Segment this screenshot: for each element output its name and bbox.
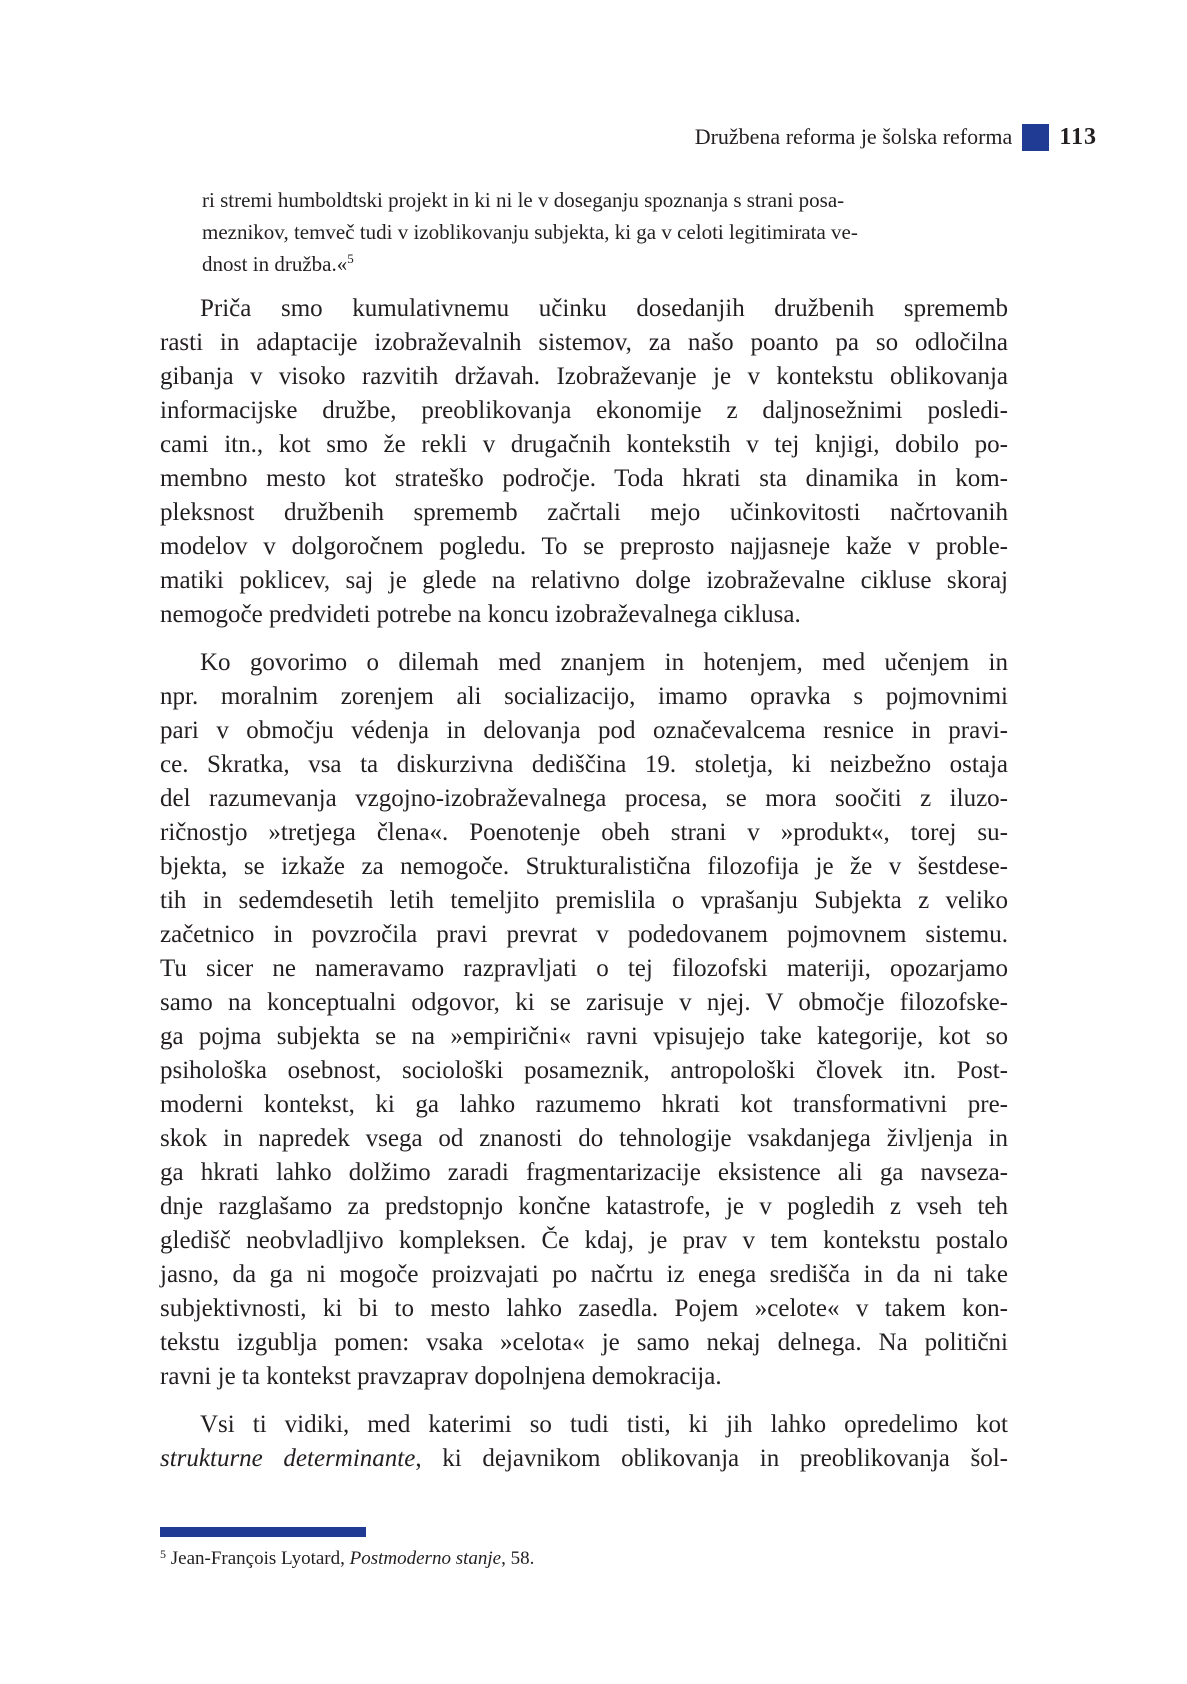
text-line xyxy=(160,1442,1008,1476)
text-line: gibanja v visoko razvitih državah. Izobraževanje je v kontekstu oblikovanja xyxy=(160,363,1008,390)
text-line: rasti in adaptacije izobraževalnih sistemov, za našo poanto pa so odločilna xyxy=(160,329,1008,356)
text-line: cami itn., kot smo že rekli v drugačnih kontekstih v tej knjigi, dobilo po- xyxy=(160,431,1008,458)
text-line: Vsi ti vidiki, med katerimi so tudi tisti, ki jih lahko opredelimo kot xyxy=(200,1411,1008,1438)
text-line: moderni kontekst, ki ga lahko razumemo hkrati kot transformativni pre- xyxy=(160,1091,1008,1118)
footnote-author: Jean-François Lyotard, xyxy=(166,1548,350,1569)
text-line: Tu sicer ne nameravamo razpravljati o tej filozofski materiji, opozarjamo xyxy=(160,955,1008,982)
text-line: matiki poklicev, saj je glede na relativno dolge izobraževalne cikluse skoraj xyxy=(160,567,1008,594)
text-line: tekstu izgublja pomen: vsaka »celota« je samo nekaj delnega. Na politični xyxy=(160,1329,1008,1356)
quote-line-last xyxy=(202,248,972,280)
page-number: 113 xyxy=(1059,123,1097,150)
paragraph-3 xyxy=(160,1408,1008,1476)
footnote-rule xyxy=(160,1527,366,1537)
text-line: dnje razglašamo za predstopnjo končne katastrofe, je v pogledih z vseh teh xyxy=(160,1193,1008,1220)
quote-line: ri stremi humboldtski projekt in ki ni le v doseganju spoznanja s strani posa- xyxy=(202,188,845,212)
text-line: samo na konceptualni odgovor, ki se zarisuje v njej. V območje filozofske- xyxy=(160,989,1008,1016)
footnote-title: Postmoderno stanje xyxy=(349,1548,502,1569)
text-line: skok in napredek vsega od znanosti do tehnologije vsakdanjega življenja in xyxy=(160,1125,1008,1152)
italic-term: strukturne determinante xyxy=(160,1445,416,1472)
footnote xyxy=(160,1548,534,1570)
text-line: Ko govorimo o dilemah med znanjem in hotenjem, med učenjem in xyxy=(200,649,1008,676)
quote-line-text: dnost in družba.« xyxy=(202,252,348,276)
text-line: informacijske družbe, preoblikovanja ekonomije z daljnosežnimi posledi- xyxy=(160,397,1008,424)
text-line: pleksnost družbenih sprememb začrtali mejo učinkovitosti načrtovanih xyxy=(160,499,1008,526)
text-line: nemogoče predvideti potrebe na koncu izobraževalnega ciklusa. xyxy=(160,601,801,628)
text-line: pari v območju védenja in delovanja pod označevalcema resnice in pravi- xyxy=(160,717,1008,744)
body-text xyxy=(160,292,1008,1490)
paragraph-2 xyxy=(160,646,1008,1394)
text-line: ga hkrati lahko dolžimo zaradi fragmentarizacije eksistence ali ga navseza- xyxy=(160,1159,1008,1186)
text-line: ce. Skratka, vsa ta diskurzivna dediščina 19. stoletja, ki neizbežno ostaja xyxy=(160,751,1008,778)
text-line: Priča smo kumulativnemu učinku dosedanjih družbenih sprememb xyxy=(200,295,1008,322)
text-line: ga pojma subjekta se na »empirični« ravni vpisujejo take kategorije, kot so xyxy=(160,1023,1008,1050)
text-line: gledišč neobvladljivo kompleksen. Če kdaj, je prav v tem kontekstu postalo xyxy=(160,1227,1008,1254)
text-line: bjekta, se izkaže za nemogoče. Strukturalistična filozofija je že v šestdese- xyxy=(160,853,1008,880)
text-line: psihološka osebnost, sociološki posameznik, antropološki človek itn. Post- xyxy=(160,1057,1008,1084)
text-line-rest: , ki dejavnikom oblikovanja in preoblikovanja šol- xyxy=(415,1445,1009,1472)
text-line: začetnico in povzročila pravi prevrat v podedovanem pojmovnem sistemu. xyxy=(160,921,1008,948)
header-accent-block xyxy=(1022,124,1049,151)
text-line: del razumevanja vzgojno-izobraževalnega procesa, se mora soočiti z iluzo- xyxy=(160,785,1008,812)
footnote-reference: 5 xyxy=(347,251,354,266)
text-line: npr. moralnim zorenjem ali socializacijo, imamo opravka s pojmovnimi xyxy=(160,683,1008,710)
text-line: subjektivnosti, ki bi to mesto lahko zasedla. Pojem »celote« v takem kon- xyxy=(160,1295,1008,1322)
footnote-page: , 58. xyxy=(501,1548,535,1569)
text-line: modelov v dolgoročnem pogledu. To se preprosto najjasneje kaže v proble- xyxy=(160,533,1008,560)
running-header xyxy=(695,120,1097,154)
block-quote xyxy=(202,184,972,280)
footnote-number: 5 xyxy=(160,1547,166,1561)
quote-line: meznikov, temveč tudi v izoblikovanju subjekta, ki ga v celoti legitimirata ve- xyxy=(202,220,858,244)
text-line: membno mesto kot strateško področje. Toda hkrati sta dinamika in kom- xyxy=(160,465,1008,492)
text-line: ravni je ta kontekst pravzaprav dopolnjena demokracija. xyxy=(160,1363,722,1390)
text-line: jasno, da ga ni mogoče proizvajati po načrtu iz enega središča in da ni take xyxy=(160,1261,1008,1288)
text-line: tih in sedemdesetih letih temeljito premislila o vprašanju Subjekta z veliko xyxy=(160,887,1008,914)
running-head-title: Družbena reforma je šolska reforma xyxy=(694,124,1013,149)
text-line: ričnostjo »tretjega člena«. Poenotenje obeh strani v »produkt«, torej su- xyxy=(160,819,1008,846)
paragraph-1 xyxy=(160,292,1008,632)
